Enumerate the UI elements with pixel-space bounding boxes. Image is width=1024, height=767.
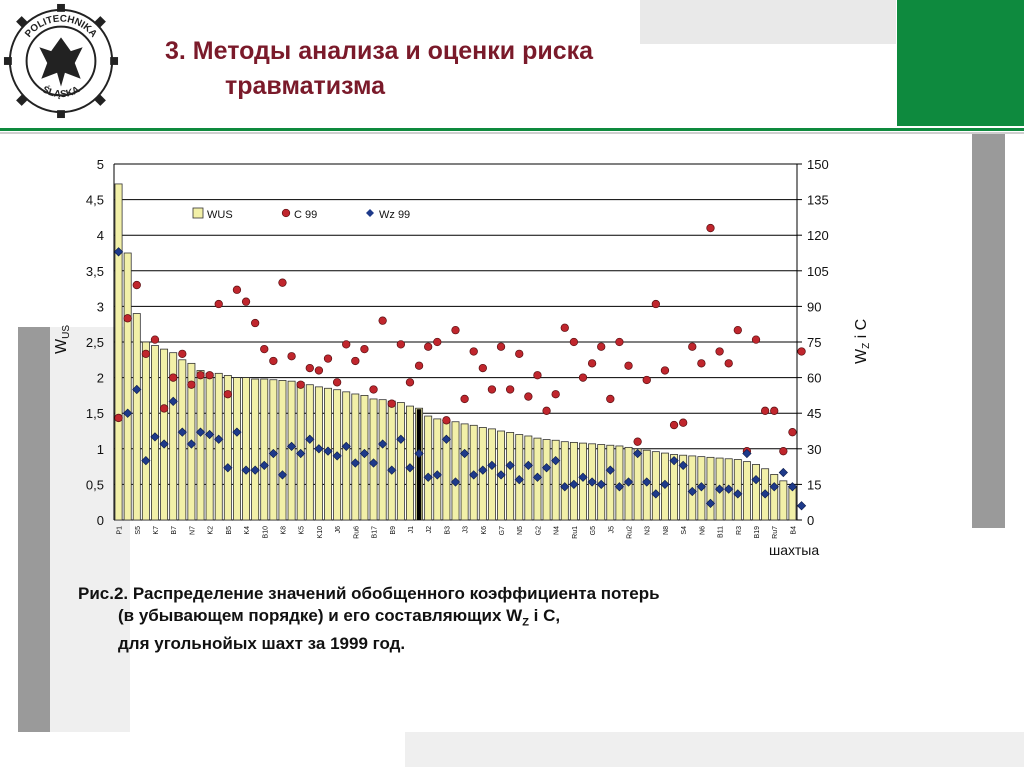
x-tick-label: G5	[590, 526, 598, 536]
legend-label-c99: C 99	[294, 209, 318, 221]
marker-c99	[424, 343, 432, 351]
marker-c99	[798, 348, 806, 356]
x-tick-label: B17	[371, 526, 379, 539]
bar-wus	[215, 373, 222, 520]
marker-c99	[561, 324, 569, 332]
title-line-1: 3. Методы анализа и оценки риска	[165, 37, 594, 65]
x-tick-label: Ru1	[571, 526, 579, 539]
bar-wus	[406, 406, 413, 520]
x-tick-label: N7	[189, 526, 197, 535]
marker-c99	[497, 343, 505, 351]
y-tick-label: 4,5	[85, 192, 104, 208]
marker-c99	[716, 348, 724, 356]
bar-wus	[425, 416, 432, 520]
marker-c99	[470, 348, 478, 356]
x-tick-label: B3	[444, 526, 452, 535]
x-axis-label: шахтыа	[769, 542, 820, 558]
x-tick-label: J1	[407, 526, 415, 534]
marker-c99	[415, 362, 423, 370]
marker-c99	[388, 400, 396, 408]
y2-tick-label: 15	[807, 477, 822, 493]
bar-wus	[388, 401, 395, 520]
y-tick-label: 5	[96, 157, 104, 172]
bar-wus	[279, 380, 286, 520]
marker-c99	[734, 326, 742, 334]
marker-c99	[552, 390, 560, 398]
marker-c99	[588, 360, 596, 368]
bar-wus	[161, 349, 168, 520]
bar-wus	[707, 457, 714, 520]
y2-tick-label: 105	[807, 263, 829, 279]
bar-wus	[261, 379, 268, 520]
marker-c99	[761, 407, 769, 415]
bar-wus	[780, 481, 787, 520]
x-tick-label: B19	[754, 526, 762, 539]
marker-c99	[770, 407, 778, 415]
bar-wus	[379, 400, 386, 520]
x-tick-label: S5	[134, 526, 142, 535]
caption-line-1: Рис.2. Распределение значений обобщенного коэффициента потерь	[78, 584, 660, 603]
bar-wus	[252, 379, 259, 520]
marker-c99	[188, 381, 196, 389]
x-tick-label: N3	[644, 526, 652, 535]
marker-c99	[652, 300, 660, 308]
bar-wus	[789, 488, 796, 520]
marker-c99	[625, 362, 633, 370]
bar-wus	[124, 253, 131, 520]
y-tick-label: 1	[96, 441, 104, 457]
x-tick-label: Ru6	[353, 526, 361, 539]
x-tick-label: B5	[225, 526, 233, 535]
marker-c99	[570, 338, 578, 346]
x-tick-label: K10	[316, 526, 324, 539]
marker-c99	[597, 343, 605, 351]
marker-c99	[506, 386, 514, 394]
marker-c99	[515, 350, 523, 358]
marker-c99	[789, 428, 797, 436]
caption-line-3: для угольнойых шахт за 1999 год.	[118, 634, 406, 654]
y-tick-label: 2,5	[85, 335, 104, 350]
y-tick-label: 1,5	[85, 406, 104, 422]
x-tick-label: J6	[335, 526, 343, 534]
svg-text:POLITECHNIKA: POLITECHNIKA	[23, 13, 99, 40]
bar-wus	[634, 449, 641, 520]
marker-c99	[543, 407, 551, 415]
marker-c99	[488, 386, 496, 394]
bar-wus	[607, 445, 614, 520]
bar-wus	[343, 392, 350, 520]
bar-wus	[179, 360, 186, 520]
x-tick-label: S4	[681, 526, 689, 535]
y-tick-label: 2	[96, 370, 104, 386]
marker-c99	[725, 360, 733, 368]
marker-c99	[297, 381, 305, 389]
marker-c99	[607, 395, 615, 403]
y2-tick-label: 75	[807, 335, 822, 350]
marker-c99	[333, 379, 341, 387]
bar-wus	[306, 385, 313, 520]
bar-wus	[397, 403, 404, 520]
bar-wus	[752, 464, 759, 520]
x-tick-label: B11	[717, 526, 725, 538]
title-line-2: травматизма	[225, 72, 386, 100]
svg-text:ŚLĄSKA: ŚLĄSKA	[40, 84, 82, 101]
legend-swatch-wz99	[366, 209, 374, 217]
bar-wus	[507, 432, 514, 520]
marker-wz99	[797, 502, 805, 510]
x-tick-label: Ru2	[626, 526, 634, 539]
x-tick-label: K6	[480, 526, 488, 535]
figure-caption	[78, 583, 660, 655]
marker-c99	[443, 417, 451, 425]
marker-c99	[342, 341, 350, 349]
marker-c99	[679, 419, 687, 427]
marker-c99	[279, 279, 287, 287]
y2-tick-label: 45	[807, 406, 822, 422]
marker-c99	[616, 338, 624, 346]
marker-c99	[233, 286, 241, 294]
y2-tick-label: 30	[807, 441, 822, 457]
marker-c99	[525, 393, 533, 401]
marker-c99	[151, 336, 159, 344]
legend-swatch-c99	[282, 209, 290, 217]
x-tick-label: B7	[171, 526, 179, 535]
highlight-bar	[417, 409, 422, 520]
bar-wus	[206, 373, 213, 520]
marker-c99	[643, 376, 651, 384]
marker-c99	[780, 447, 788, 455]
marker-c99	[288, 352, 296, 360]
marker-c99	[352, 357, 360, 365]
marker-c99	[688, 343, 696, 351]
y-tick-label: 0	[96, 513, 104, 528]
x-tick-label: B9	[389, 526, 397, 535]
legend-label-wus: WUS	[207, 209, 233, 221]
marker-c99	[315, 367, 323, 375]
bar-wus	[452, 422, 459, 520]
marker-c99	[397, 341, 405, 349]
bar-wus	[142, 342, 149, 520]
x-tick-label: K7	[152, 526, 160, 535]
x-tick-label: N4	[553, 526, 561, 535]
bar-wus	[652, 452, 659, 520]
marker-c99	[661, 367, 669, 375]
x-tick-label: J5	[608, 526, 616, 534]
marker-c99	[579, 374, 587, 382]
y-axis-label: WUS	[53, 324, 72, 354]
y2-axis-label: WZ i C	[853, 318, 872, 364]
marker-c99	[670, 421, 678, 429]
marker-c99	[379, 317, 387, 325]
y2-tick-label: 90	[807, 299, 822, 315]
bar-wus	[552, 440, 559, 520]
legend-swatch-wus	[193, 208, 203, 218]
bar-wus	[461, 424, 468, 520]
bar-wus	[197, 370, 204, 520]
x-tick-label: J3	[462, 526, 470, 534]
x-tick-label: N5	[517, 526, 525, 535]
bar-wus	[543, 440, 550, 520]
marker-c99	[479, 364, 487, 372]
x-tick-label: G7	[499, 526, 507, 536]
x-tick-label: K8	[280, 526, 288, 535]
bar-wus	[434, 419, 441, 520]
marker-c99	[124, 314, 132, 322]
marker-c99	[452, 326, 460, 334]
marker-c99	[270, 357, 278, 365]
x-tick-label: K5	[298, 526, 306, 535]
marker-c99	[634, 438, 642, 446]
bar-wus	[561, 442, 568, 520]
marker-c99	[160, 405, 168, 413]
y-tick-label: 3,5	[85, 263, 104, 279]
x-tick-label: K2	[207, 526, 215, 535]
marker-c99	[707, 224, 715, 232]
x-tick-label: R3	[735, 526, 743, 535]
x-tick-label: P1	[116, 526, 124, 535]
marker-c99	[224, 390, 232, 398]
marker-c99	[461, 395, 469, 403]
y2-tick-label: 150	[807, 157, 829, 172]
marker-c99	[115, 414, 123, 422]
bar-wus	[233, 378, 240, 520]
x-tick-label: Ru7	[772, 526, 780, 539]
marker-c99	[361, 345, 369, 353]
marker-c99	[433, 338, 441, 346]
caption-line-2: (в убывающем порядке) и его составляющих $W_Z$ i C,	[118, 606, 561, 629]
marker-c99	[260, 345, 268, 353]
y2-tick-label: 135	[807, 192, 829, 208]
marker-c99	[306, 364, 314, 372]
marker-c99	[406, 379, 414, 387]
x-tick-label: B4	[790, 526, 798, 535]
y2-tick-label: 60	[807, 370, 822, 386]
marker-c99	[370, 386, 378, 394]
x-tick-label: K4	[244, 526, 252, 535]
marker-c99	[698, 360, 706, 368]
bar-wus	[133, 314, 140, 520]
x-tick-label: B10	[262, 526, 270, 539]
marker-c99	[752, 336, 760, 344]
y-tick-label: 3	[96, 299, 104, 315]
marker-wz99	[779, 468, 787, 476]
y2-tick-label: 0	[807, 513, 815, 528]
bar-wus	[743, 462, 750, 520]
bar-wus	[315, 387, 322, 520]
x-tick-label: N6	[699, 526, 707, 535]
y-tick-label: 0,5	[85, 477, 104, 493]
marker-c99	[534, 371, 542, 379]
marker-c99	[179, 350, 187, 358]
marker-c99	[215, 300, 223, 308]
marker-c99	[242, 298, 250, 306]
marker-c99	[169, 374, 177, 382]
x-tick-label: J2	[426, 526, 434, 534]
marker-c99	[206, 371, 214, 379]
marker-c99	[133, 281, 141, 289]
marker-c99	[251, 319, 259, 327]
x-tick-label: N8	[662, 526, 670, 535]
marker-c99	[324, 355, 332, 363]
y2-tick-label: 120	[807, 228, 829, 244]
bar-wus	[771, 474, 778, 520]
x-tick-label: G2	[535, 526, 543, 536]
marker-c99	[197, 371, 205, 379]
bar-wus	[242, 378, 249, 520]
y-tick-label: 4	[96, 228, 104, 244]
marker-c99	[142, 350, 150, 358]
legend-label-wz99: Wz 99	[379, 209, 411, 221]
bar-wus	[525, 436, 532, 520]
bar-wus	[115, 184, 122, 520]
bar-wus	[352, 394, 359, 520]
bar-wus	[488, 429, 495, 520]
